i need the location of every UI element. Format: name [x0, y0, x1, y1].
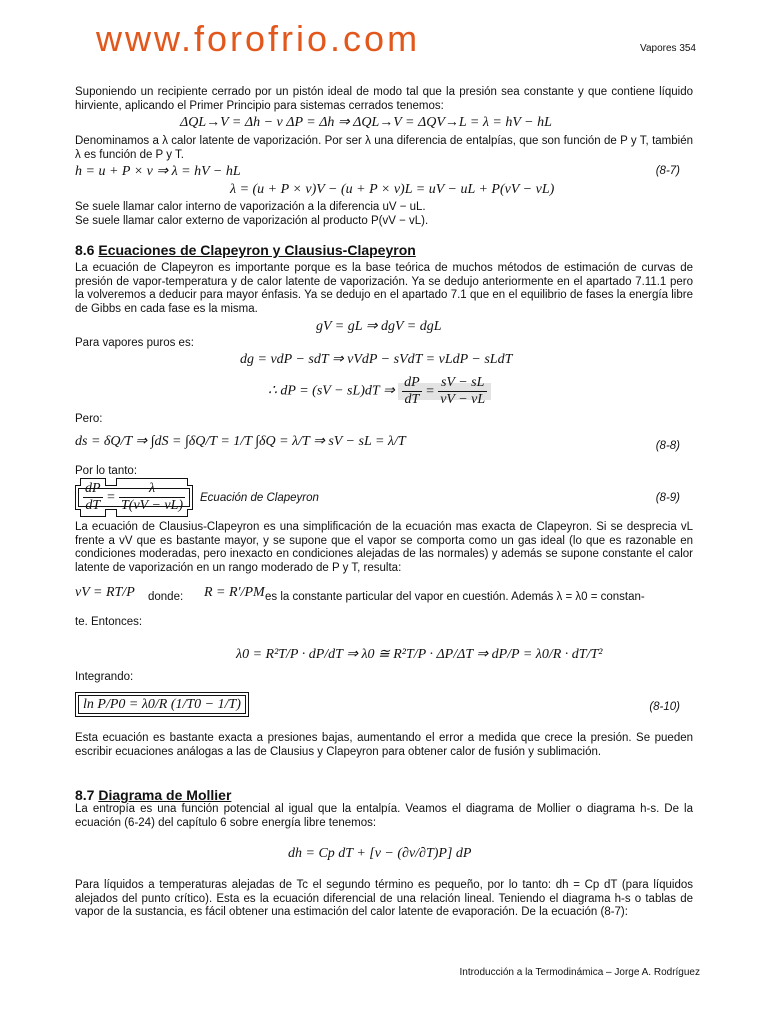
- equation-number: (8-9): [655, 492, 680, 504]
- equation-latent-heat: ΔQL→V = Δh − v ΔP = Δh ⇒ ΔQL→V = ΔQV→L = λ = hV − hL: [180, 115, 552, 130]
- fraction: [438, 375, 487, 408]
- equation-integrated-box: ln P/P0 = λ0/R (1/T0 − 1/T): [78, 695, 246, 714]
- paragraph-clapeyron-intro: La ecuación de Clapeyron es importante porque es la base teórica de muchos métodos de estimación de curvas de presión de vapor-temperatura y de calor latente de vaporización. Ya se dedujo anteriormente en el apartado 7.11.1 pero la volveremos a deducir para mayor énfasis. Ya se dedujo en el apartado 7.1 que en el equilibrio de fases la energía libre de Gibbs en cada fase es la misma.: [75, 262, 693, 315]
- donde-label: donde:: [148, 591, 184, 603]
- paragraph-latent-heat: Denominamos a λ calor latente de vaporización. Por ser λ una diferencia de entalpías, que son función de P y T, también λ es función de P y T.: [75, 135, 693, 161]
- equation-8-7: [75, 163, 241, 180]
- fraction-denominator: dT: [404, 392, 420, 407]
- paragraph-mollier-intro: La entropía es una función potencial al igual que la entalpía. Veamos el diagrama de Mollier o diagrama h-s. De la ecuación (6-24) del capítulo 6 sobre energía libre tenemos:: [75, 803, 693, 829]
- equation-dp-dt: [268, 375, 491, 408]
- site-logo[interactable]: www.forofrio.com: [96, 18, 421, 59]
- equation-8-8: ds = δQ/T ⇒ ∫dS = ∫δQ/T = 1/T ∫δQ = λ/T ⇒ sV − sL = λ/T: [75, 434, 406, 449]
- paragraph-external-heat: Se suele llamar calor externo de vaporización al producto P(vV − vL).: [75, 215, 429, 227]
- equation-dh: dh = Cp dT + [v − (∂v/∂T)P] dP: [288, 846, 472, 861]
- equation-dp-dt-left: ∴ dP = (sV − sL)dT ⇒: [268, 383, 395, 399]
- paragraph-intro: Suponiendo un recipiente cerrado por un pistón ideal de modo tal que la presión sea constante y que contiene líquido hirviente, aplicando el Primer Principio para sistemas cerrados tenemos:: [75, 86, 693, 112]
- equation-dp-dt-shaded: $\frac{dP}{dT}$ = $\frac{sV - sL}{vV - vL}$: [398, 383, 491, 400]
- equation-8-10: [78, 697, 246, 713]
- paragraph-pure-vapors: Para vapores puros es:: [75, 337, 194, 349]
- equation-8-9: [78, 481, 190, 514]
- paragraph-entonces: te. Entonces:: [75, 616, 143, 628]
- fraction: [83, 481, 103, 514]
- section-number: 8.6: [75, 242, 95, 258]
- fraction: [119, 481, 185, 514]
- equation-label: Ecuación de Clapeyron: [200, 492, 319, 504]
- paragraph-clausius-clapeyron: La ecuación de Clausius-Clapeyron es una simplificación de la ecuación mas exacta de Clapeyron. Si se desprecia vL frente a vV que es bastante mayor, y se supone que el vapor se comporta como un gas ideal (lo que es razonable en condiciones moderadas, pero inexacto en condiciones alejadas de las normales) y además se supone constante el calor latente de vaporización en un rango moderado de P y T, resulta:: [75, 521, 693, 574]
- section-heading-8-7: [75, 787, 231, 803]
- equation-number: (8-8): [655, 440, 680, 452]
- equation-clapeyron-box: $\frac{dP}{dT}$ = $\frac{\lambda}{T(vV - vL)}$: [78, 488, 190, 507]
- section-number: 8.7: [75, 787, 95, 803]
- equation-gas-constant: R = R′/PM: [204, 585, 265, 600]
- paragraph-por-lo-tanto: Por lo tanto:: [75, 465, 138, 477]
- fraction-denominator: dT: [85, 498, 101, 513]
- paragraph-liquids: Para líquidos a temperaturas alejadas de Tc el segundo término es pequeño, por lo tanto: dh = Cp dT (para líquidos alejados del punto crítico). Esta es la ecuación diferencial de una relación lineal. Teniendo el diagrama h-s o tablas de vapor de la sustancia, es fácil obtener una estimación del calor latente de evaporación. De la ecuación (8-7):: [75, 879, 693, 918]
- equation-number: (8-7): [655, 165, 680, 177]
- fraction-numerator: sV − sL: [438, 375, 487, 392]
- page-footer: Introducción a la Termodinámica – Jorge A. Rodríguez: [459, 967, 700, 978]
- fraction: [402, 375, 422, 408]
- equation-number: (8-10): [649, 701, 680, 713]
- paragraph-internal-heat: Se suele llamar calor interno de vaporización a la diferencia uV − uL.: [75, 201, 426, 213]
- fraction-numerator: dP: [404, 375, 420, 390]
- equation-gibbs-equality: gV = gL ⇒ dgV = dgL: [316, 319, 442, 334]
- gas-constant-text: es la constante particular del vapor en cuestión. Además λ = λ0 = constan-: [265, 591, 645, 603]
- section-heading-8-6: [75, 242, 416, 258]
- fraction-numerator: dP: [85, 481, 101, 496]
- section-title: Diagrama de Mollier: [98, 787, 232, 803]
- equation-ideal-gas: vV = RT/P: [75, 585, 135, 600]
- section-title: Ecuaciones de Clapeyron y Clausius-Clapeyron: [98, 242, 416, 258]
- paragraph-accuracy: Esta ecuación es bastante exacta a presiones bajas, aumentando el error a medida que crece la presión. Se pueden escribir ecuaciones análogas a las de Clausius y Clapeyron para obtener calor de fusión y sublimación.: [75, 732, 693, 758]
- fraction-numerator: λ: [119, 481, 185, 498]
- equation-lambda-expansion: λ = (u + P × v)V − (u + P × v)L = uV − uL + P(vV − vL): [230, 182, 555, 197]
- page-label: Vapores 354: [640, 43, 696, 54]
- equation-lambda0: λ0 = R²T/P · dP/dT ⇒ λ0 ≅ R²T/P · ΔP/ΔT ⇒ dP/P = λ0/R · dT/T²: [236, 647, 603, 662]
- equation-8-7-left: h = u + P × v ⇒ λ = hV − hL: [75, 164, 241, 179]
- fraction-denominator: vV − vL: [440, 392, 486, 407]
- equation-dg: dg = vdP − sdT ⇒ vVdP − sVdT = vLdP − sLdT: [240, 352, 513, 367]
- fraction-denominator: T(vV − vL): [121, 498, 184, 513]
- paragraph-pero: Pero:: [75, 413, 103, 425]
- paragraph-integrando: Integrando:: [75, 671, 134, 683]
